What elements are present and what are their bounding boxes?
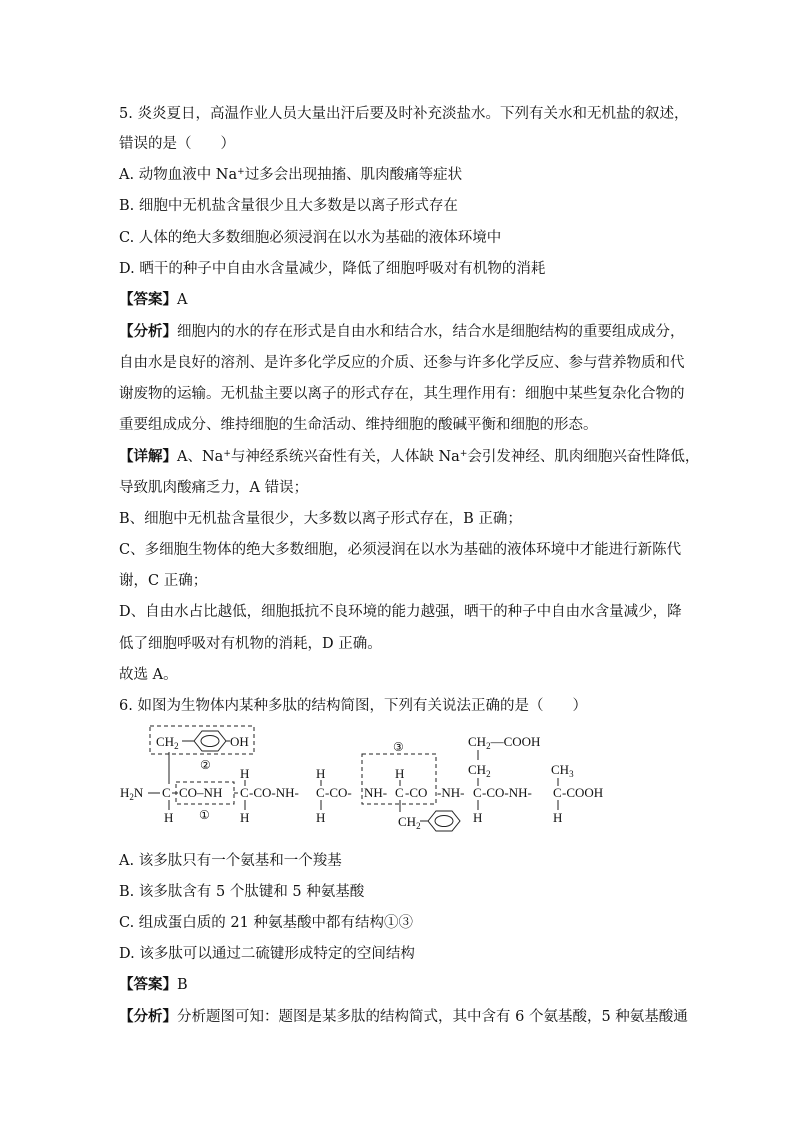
h-2-bottom: H — [240, 810, 250, 825]
h-3-bottom: H — [316, 810, 326, 825]
glu-ch2: $CH_2$ — [468, 762, 491, 779]
ala-ch3: $CH_3$ — [551, 762, 574, 779]
q5-detail-line2: 导致肌肉酸痛乏力，A 错误； — [119, 480, 309, 496]
q5-analysis-line4: 重要组成成分、维持细胞的生命活动、维持细胞的酸碱平衡和细胞的形态。 — [119, 417, 598, 433]
c-alpha-4: C — [395, 785, 404, 800]
c-alpha-1: C — [162, 785, 171, 800]
q5-detail-line3: B、细胞中无机盐含量很少，大多数以离子形式存在，B 正确； — [119, 511, 522, 527]
q6-option-c: C. 组成蛋白质的 21 种氨基酸中都有结构①③ — [119, 915, 413, 931]
q5-analysis-line1: 【分析】细胞内的水的存在形式是自由水和结合水，结合水是细胞结构的重要组成成分， — [119, 323, 685, 340]
q5-detail-line7: 低了细胞呼吸对有机物的消耗，D 正确。 — [119, 636, 382, 652]
benzene-ring-2 — [428, 811, 460, 831]
phe-ch2-label: $CH_2$ — [398, 814, 421, 831]
circle-label-3: ③ — [393, 740, 404, 754]
benzene-ring-2-inner — [435, 816, 453, 827]
q5-detail-line6: D、自由水占比越低，细胞抵抗不良环境的能力越强，晒干的种子中自由水含量减少，降 — [119, 604, 682, 620]
q6-analysis-line1: 【分析】分析题图可知：题图是某多肽的结构简式，其中含有 6 个氨基酸，5 种氨基酸通 — [119, 1008, 688, 1025]
h-2-top: H — [240, 766, 250, 781]
q5-option-a: A. 动物血液中 Na+过多会出现抽搐、肌肉酸痛等症状 — [119, 167, 463, 183]
tyr-ch2-label: $CH_2$ — [156, 734, 179, 751]
q6-option-d: D. 该多肽可以通过二硫键形成特定的空间结构 — [119, 946, 415, 962]
c-alpha-5: C — [473, 785, 482, 800]
c-alpha-6: C — [553, 785, 562, 800]
h-4-top: H — [395, 766, 405, 781]
q5-option-b: B. 细胞中无机盐含量很少且大多数是以离子形式存在 — [119, 198, 458, 214]
circle-label-2: ② — [200, 758, 211, 772]
amino-terminus: $H_2N$ — [120, 785, 144, 802]
peptide-bond-5: -CO-NH- — [482, 785, 532, 800]
co-4: -CO — [405, 785, 428, 800]
peptide-bond-2: -CO-NH- — [249, 785, 299, 800]
carboxyl-terminus: -COOH — [562, 785, 604, 800]
circle-label-1: ① — [199, 808, 210, 822]
c-alpha-3: C — [316, 785, 325, 800]
peptide-bond-1: CO–NH — [179, 785, 223, 800]
polypeptide-structure-diagram — [110, 722, 670, 842]
q5-stem-line1: 5. 炎炎夏日，高温作业人员大量出汗后要及时补充淡盐水。下列有关水和无机盐的叙述， — [119, 106, 689, 122]
q5-analysis-line3: 谢废物的运输。无机盐主要以离子的形式存在，其生理作用有：细胞中某些复杂化合物的 — [119, 386, 685, 402]
q5-analysis-line2: 自由水是良好的溶剂、是许多化学反应的介质、还参与许多化学反应、参与营养物质和代 — [119, 355, 685, 371]
q5-detail-line5: 谢，C 正确； — [119, 573, 208, 589]
q5-detail-line1: 【详解】A、Na+与神经系统兴奋性有关，人体缺 Na+会引发神经、肌肉细胞兴奋性降低， — [119, 448, 700, 465]
h-3-top: H — [316, 766, 326, 781]
peptide-bond-3a: -CO- — [325, 785, 352, 800]
q5-option-d: D. 晒干的种子中自由水含量减少，降低了细胞呼吸对有机物的消耗 — [119, 261, 546, 277]
benzene-ring-1 — [194, 731, 226, 751]
h-1: H — [164, 810, 174, 825]
q6-option-b: B. 该多肽含有 5 个肽键和 5 种氨基酸 — [119, 884, 365, 900]
q6-stem: 6. 如图为生物体内某种多肽的结构简图，下列有关说法正确的是（ ） — [119, 698, 587, 714]
q5-conclusion: 故选 A。 — [119, 667, 178, 683]
h-6-bottom: H — [553, 810, 563, 825]
c-alpha-2: C — [240, 785, 249, 800]
glu-side-chain: $CH_2—COOH$ — [468, 734, 541, 751]
q6-answer: 【答案】B — [119, 976, 188, 993]
peptide-bond-4: -NH- — [437, 785, 465, 800]
nh-3: NH- — [364, 785, 388, 800]
hydroxyl-label: OH — [230, 734, 249, 749]
benzene-ring-1-inner — [201, 736, 219, 747]
q5-detail-line4: C、多细胞生物体的绝大多数细胞，必须浸润在以水为基础的液体环境中才能进行新陈代 — [119, 542, 682, 558]
q6-option-a: A. 该多肽只有一个氨基和一个羧基 — [119, 853, 342, 869]
q5-answer: 【答案】A — [119, 291, 188, 308]
q5-stem-line2: 错误的是（ ） — [119, 136, 235, 152]
q5-option-c: C. 人体的绝大多数细胞必须浸润在以水为基础的液体环境中 — [119, 230, 502, 246]
h-5-bottom: H — [473, 810, 483, 825]
